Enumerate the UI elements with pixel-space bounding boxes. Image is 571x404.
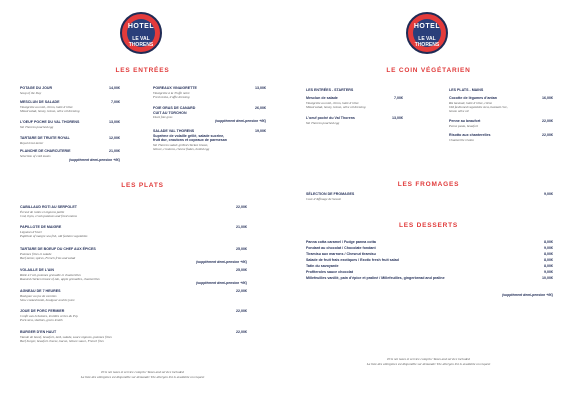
item-description: lemon olive oil (449, 109, 469, 113)
item-name: Penne au beaufort (449, 119, 481, 123)
item-description: Duck foie gras (153, 115, 173, 120)
item-name: SALADE VAL THORENS (153, 129, 195, 133)
item-price: 9,00€ (544, 270, 553, 274)
item-name: POTAGE DU JOUR (20, 86, 53, 90)
item-price: 19,00€ (255, 129, 266, 133)
item-name: Tiramisu aux marrons / Chesnut tiramisu (306, 252, 376, 256)
item-description: Val Thorens salad: grilled chicken breast, (153, 142, 209, 147)
item-price: 8,00€ (544, 264, 553, 268)
item-price: 12,00€ (109, 136, 120, 140)
item-description: Écrasé de rattes et oignons paille (20, 209, 65, 214)
item-name: Suprême de volaille grillé, salade sucrine, (153, 133, 225, 138)
item-price: 22,00€ (542, 133, 553, 137)
item-price: 7,00€ (394, 96, 403, 100)
veg-starters-heading: LES ENTRÉES - STARTERS (306, 88, 354, 92)
item-description: Penne pasta, beaufort (449, 123, 479, 128)
item-price: 22,00€ (236, 289, 247, 293)
item-price: 9,00€ (544, 192, 553, 196)
item-price: 9,00€ (544, 246, 553, 250)
item-description: Légumes d’hiver (20, 229, 43, 234)
menu-item (306, 270, 553, 275)
menu-item (449, 119, 553, 128)
hotel-logo: HOTEL LE VAL THORENS (406, 12, 448, 54)
menu-item (306, 264, 553, 269)
item-description: Roasted chicken breast of Ain, apple grenailles, chanterelles (20, 276, 100, 281)
plats-title: LES PLATS (121, 182, 164, 189)
menu-item (306, 276, 553, 281)
item-price: 14,00€ (109, 86, 120, 90)
item-description: Soup of the Day (20, 90, 42, 95)
item-name: BURGER D’EN HAUT (20, 330, 57, 334)
menu-item (306, 246, 553, 251)
item-name: Cocotte de légumes d’antan (449, 96, 497, 100)
menu-item (306, 192, 553, 201)
menu-item (20, 225, 247, 238)
item-description: Mixed salad, honey, lemon, olive oil dressing (20, 108, 80, 113)
item-name: VOLAILLE DE L’AIN (20, 268, 54, 272)
item-description: Selection of cold meats (20, 153, 51, 158)
item-description: Chanterelle risotto (449, 137, 474, 142)
item-name: Panna cotta caramel / Fudge panna cotta (306, 240, 376, 244)
item-description: Mixed salad, honey, lemon, olive oil dressing (306, 104, 366, 109)
item-name: TARTARE DE BOEUF DU CHEF AUX ÉPICES (20, 247, 96, 251)
item-description: Cave d’Affinage de Savoie (306, 196, 342, 201)
item-description: Papillote of maigre sea fish, old fashion vegetables (20, 233, 88, 238)
item-price: 13,00€ (392, 116, 403, 120)
menu-item (20, 309, 247, 322)
menu-item (153, 86, 266, 99)
item-description: Pork stew, shallots, green lentils (20, 317, 63, 322)
item-name: FOIE GRAS DE CANARD (153, 106, 196, 110)
item-name: Millefeuilles vanillé, pain d’épice et praliné / Millefeuilles, gingerbread and praline (306, 276, 445, 280)
menu-item (20, 268, 247, 285)
item-description: Fresh leeks, truffle dressing (153, 94, 190, 99)
hotel-logo: HOTEL LE VAL THORENS (120, 12, 162, 54)
item-name: Profiteroles sauce chocolat (306, 270, 353, 274)
item-name: fruit dur, croutons et copeaux de parmesan (153, 138, 227, 143)
item-price: 7,00€ (111, 100, 120, 104)
item-price: 8,00€ (544, 240, 553, 244)
item-price: 22,00€ (236, 330, 247, 334)
veg-mains-heading: LES PLATS - MAINS (449, 88, 484, 92)
menu-item (20, 120, 120, 129)
menu-item (20, 86, 120, 95)
item-name: CUIT AU TORCHON (153, 110, 187, 115)
menu-item (20, 100, 120, 113)
item-name: Mesclun de salade (306, 96, 338, 100)
desserts-title: LES DESSERTS (398, 222, 459, 229)
menu-page-left (0, 0, 285, 404)
menu-item (20, 330, 247, 343)
item-price: 26,00€ (255, 106, 266, 110)
item-price: 8,00€ (544, 252, 553, 256)
item-name: L’OEUF POCHE DU VAL THORENS (20, 120, 80, 124)
item-name: JOUE DE PORC FERMIER (20, 309, 65, 313)
item-description: Riz basmati, huile d’olive, citron (449, 100, 493, 105)
item-price: 16,00€ (542, 96, 553, 100)
item-description: Old fashioned vegetables stew, basmati rice, (449, 104, 508, 109)
menu-item (20, 205, 247, 218)
item-description: Royal trout tartar (20, 140, 44, 145)
menu-item (306, 96, 403, 109)
menu-item (306, 252, 553, 257)
item-name: PAPILLOTE DE MAIGRE (20, 225, 62, 229)
item-description: Rôtie à l’ail, pommes grenaille et chanterelles (20, 272, 81, 277)
item-name: Fondant au chocolat / Chocolate fondant (306, 246, 376, 250)
item-price: 25,00€ (236, 268, 247, 272)
item-description: lettuce, croutons, cheese flakes, boiled egg (153, 146, 210, 151)
menu-item (153, 129, 266, 151)
item-price: 22,00€ (236, 309, 247, 313)
entrees-title: LES ENTRÉES (115, 67, 170, 74)
menu-item (306, 240, 553, 245)
item-price: 22,00€ (542, 119, 553, 123)
item-name: CABILLAUD ROTI AU SERPOLET (20, 205, 77, 209)
item-name: TARTARE DE TRUITE ROYAL (20, 136, 70, 140)
item-price: 21,00€ (109, 149, 120, 153)
item-name: AGNEAU DE 7 HEURES (20, 289, 61, 293)
item-description: Slow cooked lamb, boulgour and its juice (20, 297, 75, 302)
item-description: Vinaigrette à la Truffe noire (153, 90, 190, 95)
item-price: 8,00€ (544, 258, 553, 262)
menu-item (20, 136, 120, 145)
menu-item (20, 149, 120, 162)
fromages-title: LES FROMAGES (397, 181, 460, 188)
item-description: Vinaigrette au miel, citron, huile d’olive (20, 104, 73, 109)
item-name: MESCLUN DE SALADE (20, 100, 60, 104)
menu-item (153, 106, 266, 123)
item-name: PLANCHE DE CHARCUTERIE (20, 149, 71, 153)
menu-item (20, 247, 247, 264)
item-name: Risotto aux chanterelles (449, 133, 491, 137)
vegetarian-title: LE COIN VÉGÉTARIEN (386, 67, 471, 74)
item-description: Vinaigrette au miel, citron, huile d’olive (306, 100, 359, 105)
item-supplement: (supplément demi-pension +6€) (196, 281, 247, 285)
item-name: Tatin du savoyarde (306, 264, 339, 268)
item-price: 25,00€ (236, 247, 247, 251)
item-price: 13,00€ (109, 120, 120, 124)
item-description: Viande de boeuf, beaufort, lard, salade, sauce oignons, pommes frites (20, 334, 112, 339)
item-price: 10,00€ (542, 276, 553, 280)
item-name: POIREAUX VINAIGRETTE (153, 86, 197, 90)
item-name: Salade de fruit frais exotiques / Exotic fresh fruit salad (306, 258, 399, 262)
menu-page-right (286, 0, 571, 404)
item-description: Boulgour au jus de carottes (20, 293, 57, 298)
item-description: Pommes frites et salade (20, 251, 52, 256)
item-description: Confit aux échalotes, lentilles vertes du Puy (20, 313, 78, 318)
item-description: Beef burger, beaufort cheese, bacon, lettuce sauce, French fries (20, 338, 104, 343)
item-price: 21,00€ (236, 225, 247, 229)
item-supplement: (supplément demi-pension +6€) (69, 157, 120, 162)
item-price: 13,00€ (255, 86, 266, 90)
menu-item (449, 96, 553, 113)
item-name: SÉLECTION DE FROMAGES (306, 192, 355, 196)
footer-taxes: Prix net taxes et service compris/ Taxes and service included (387, 357, 470, 361)
menu-item (306, 258, 553, 263)
footer-allergens: La liste des allergènes est disponible sur demande/ The allergen list is available on request (80, 375, 205, 379)
desserts-supplement: (supplément demi-pension +6€) (502, 293, 553, 297)
item-name: L’oeuf poché du Val Thorens (306, 116, 355, 120)
item-description: Val Thorens poached egg (306, 120, 340, 125)
menu-item (306, 116, 403, 125)
menu-item (20, 289, 247, 302)
item-supplement: (supplément demi-pension +6€) (196, 260, 247, 264)
item-supplement: (supplément demi-pension +6€) (215, 119, 266, 124)
menu-item (449, 133, 553, 142)
item-description: Val Thorens poached egg (20, 124, 54, 129)
item-description: Cod, thym, crush potatoes and fried onions (20, 213, 77, 218)
footer-allergens: La liste des allergènes est disponible sur demande/ The allergen list is available on request (366, 362, 491, 366)
item-price: 22,00€ (236, 205, 247, 209)
footer-taxes: Prix net taxes et service compris/ Taxes and service included (101, 370, 184, 374)
item-description: Beef tartar, spices, French fries and salad (20, 255, 76, 260)
